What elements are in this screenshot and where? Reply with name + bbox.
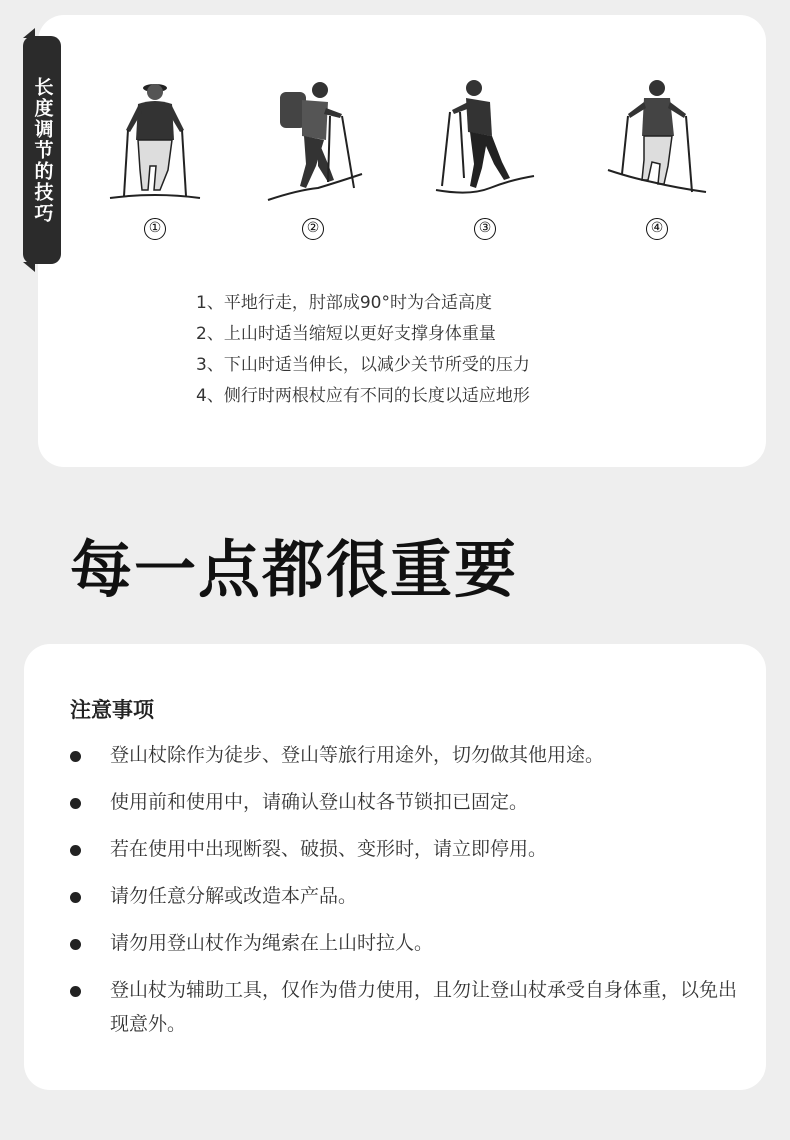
bullet-dot (70, 798, 81, 809)
note-text: 若在使用中出现断裂、破损、变形时，请立即停用。 (110, 838, 548, 860)
note-text: 登山杖为辅助工具，仅作为借力使用，且勿让登山杖承受自身体重，以免出现意外。 (110, 979, 738, 1035)
note-item (70, 832, 750, 866)
figure-flat-walking (100, 70, 210, 240)
notes-list (70, 738, 750, 1054)
figure-number: ④ (646, 218, 668, 240)
note-text: 请勿用登山杖作为绳索在上山时拉人。 (110, 932, 434, 954)
tab-label: 长度调节的技巧 (31, 76, 54, 224)
note-item (70, 926, 750, 960)
figure-traverse (602, 70, 712, 240)
hiker-downhill-illustration (430, 70, 540, 210)
figure-number: ③ (474, 218, 496, 240)
hiker-traverse-illustration (602, 70, 712, 210)
headline: 每一点都很重要 (70, 533, 519, 606)
bullet-dot (70, 986, 81, 997)
tip-item: 3、下山时适当伸长，以减少关节所受的压力 (196, 355, 530, 375)
figure-uphill (258, 70, 368, 240)
notes-title: 注意事项 (70, 698, 154, 722)
figure-downhill (430, 70, 540, 240)
length-adjustment-tab (23, 36, 61, 264)
bullet-dot (70, 751, 81, 762)
hiker-flat-illustration (100, 70, 210, 210)
note-item (70, 785, 750, 819)
bullet-dot (70, 939, 81, 950)
hiker-uphill-illustration (258, 70, 368, 210)
tip-item: 2、上山时适当缩短以更好支撑身体重量 (196, 324, 496, 344)
figure-number: ① (144, 218, 166, 240)
figure-number: ② (302, 218, 324, 240)
note-item (70, 879, 750, 913)
length-tips-list (196, 288, 530, 412)
bullet-dot (70, 845, 81, 856)
tip-item: 1、平地行走，肘部成90°时为合适高度 (196, 293, 492, 313)
note-item (70, 738, 750, 772)
note-text: 请勿任意分解或改造本产品。 (110, 885, 358, 907)
note-item (70, 973, 750, 1041)
bullet-dot (70, 892, 81, 903)
note-text: 登山杖除作为徒步、登山等旅行用途外，切勿做其他用途。 (110, 744, 605, 766)
note-text: 使用前和使用中，请确认登山杖各节锁扣已固定。 (110, 791, 529, 813)
tip-item: 4、侧行时两根杖应有不同的长度以适应地形 (196, 386, 530, 406)
